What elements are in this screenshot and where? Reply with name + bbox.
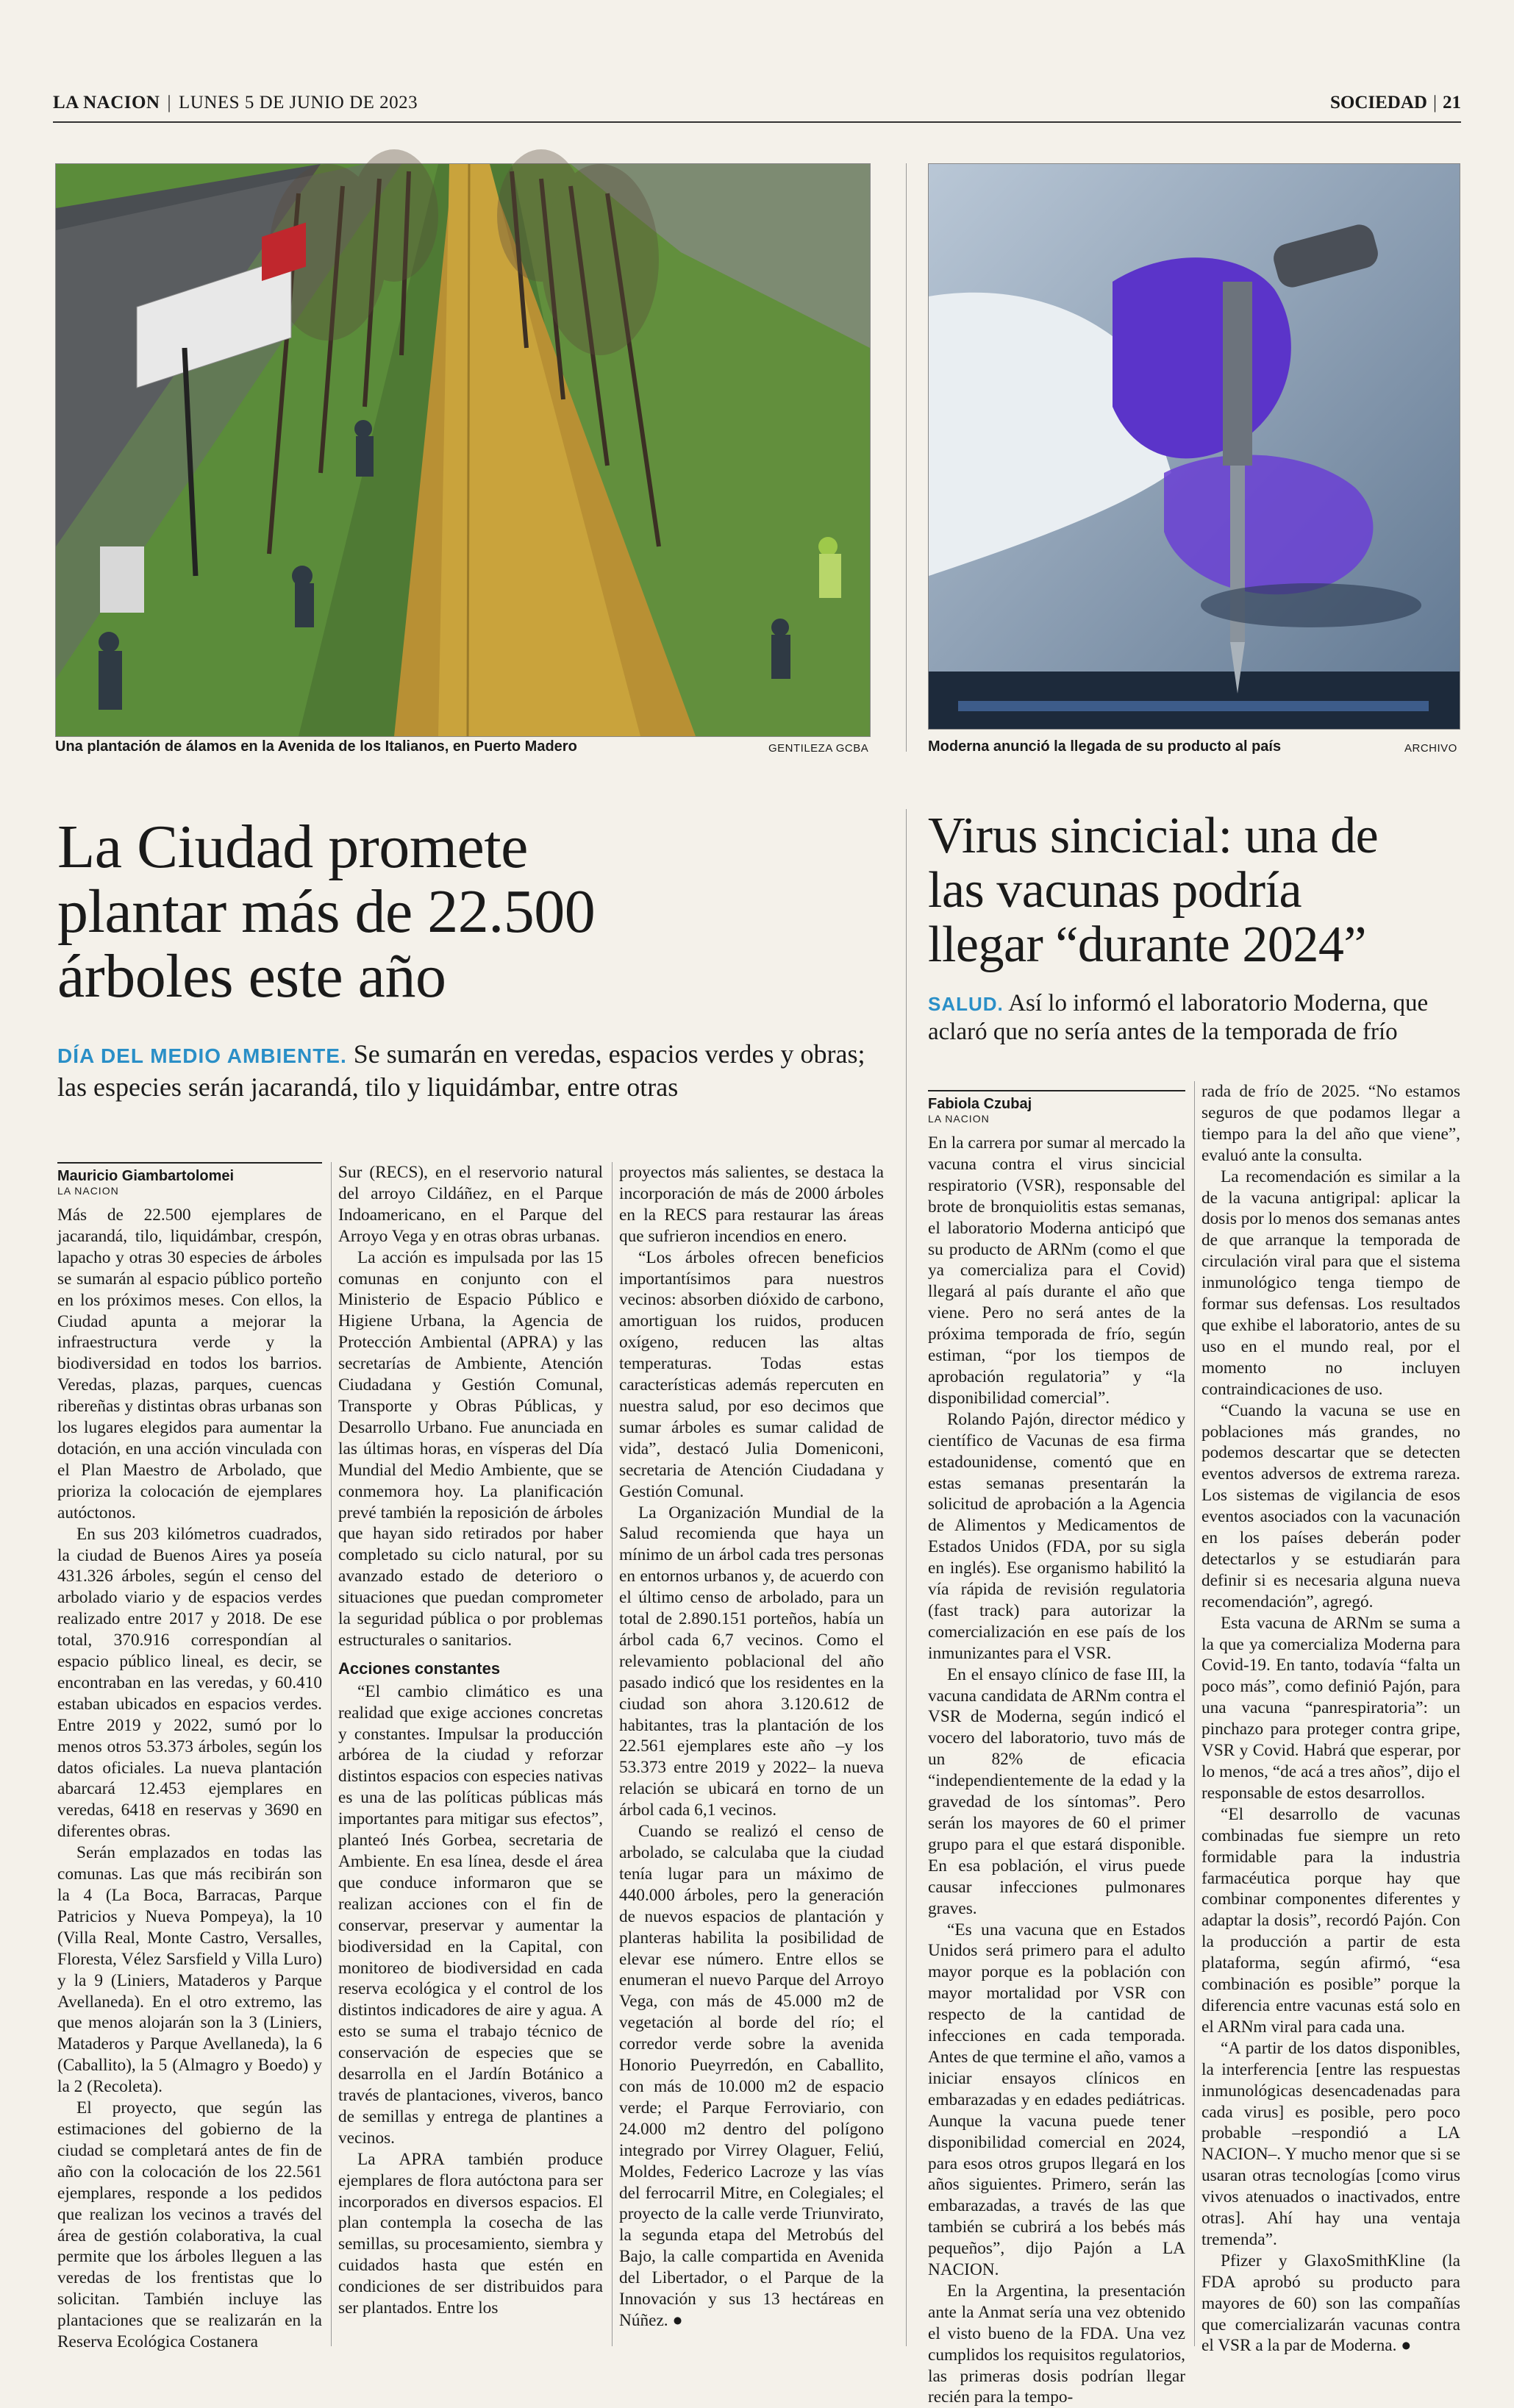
right-photo-credit: ARCHIVO bbox=[1404, 742, 1457, 755]
paragraph: “El desarrollo de vacunas combinadas fue siempre un reto formidable para la industria farmacéutica porque hay que combinar componentes diferentes y adaptar la dosis”, recordó Pajón. Con la producción a partir de esta plataforma, según afirmó, “esa combinación es posible” porque la diferencia entre vacunas está solo en el ARNm viral para cada una. bbox=[1201, 1804, 1460, 2037]
paragraph: Sur (RECS), en el reservorio natural del arroyo Cildáñez, en el Parque Indoamericano, en el Parque del Arroyo Vega y en otras obras urbanas. bbox=[338, 1163, 603, 1246]
tree-planting-photo bbox=[55, 163, 871, 737]
paragraph: La APRA también produce ejemplares de flora autóctona para ser incorporados en diversos espacios. El plan contempla la cosecha de las semillas, su procesamiento, siembra y cuidados hasta que estén en condiciones de ser distribuidos para ser plantados. Entre los bbox=[338, 2149, 603, 2318]
paragraph: La acción es impulsada por las 15 comunas en conjunto con el Ministerio de Espacio Público e Higiene Urbana, la Agencia de Protección Ambiental (APRA) y las secretarías de Ambiente, Atención Ciudadana y Gestión Comunal, Transporte y Obras Públicas, y Desarrollo Urbano. Fue anunciada en las últimas horas, en vísperas del Día Mundial del Medio Ambiente, que se conmemora hoy. La planificación prevé también la reposición de árboles que hayan sido retirados por haber completado su ciclo natural, por su avanzado estado de deterioro o situaciones que puedan comprometer la seguridad pública o por problemas estructurales o sanitarios. bbox=[338, 1247, 603, 1650]
left-story-column-2 bbox=[338, 1162, 603, 2354]
paragraph: En sus 203 kilómetros cuadrados, la ciudad de Buenos Aires ya poseía 431.326 árboles, según el censo del arbolado viario y de espacios verdes realizado entre 2017 y 2018. De ese total, 370.916 correspondían al espacio público lineal, es decir, se encontraban en las veredas, y 60.410 estaban ubicados en espacios verdes. Entre 2019 y 2022, sumó por lo menos otros 53.373 árboles, según los datos oficiales. La nueva plantación abarcará 12.453 ejemplares en veredas, 6418 en reservas y 3690 en diferentes obras. bbox=[57, 1524, 322, 1842]
right-kicker: SALUD. bbox=[928, 993, 1004, 1015]
section-name: SOCIEDAD bbox=[1330, 93, 1427, 113]
paragraph: rada de frío de 2025. “No estamos seguros de que podamos llegar a tiempo para la del año que viene”, evaluó ante la consulta. bbox=[1201, 1082, 1460, 1165]
paragraph: El proyecto, que según las estimaciones del gobierno de la ciudad se completará antes de fin de año con la colocación de los 22.561 ejemplares, responde a los pedidos que realizan los vecinos a través del área de gestión colaborativa, la cual permite que los árboles lleguen a las veredas de los frentistas que lo solicitan. También incluye las plantaciones que se realizarán en la Reserva Ecológica Costanera bbox=[57, 2098, 322, 2352]
paragraph: La recomendación es similar a la de la vacuna antigripal: aplicar la dosis por lo menos dos semanas antes de que arranque la temporada de circulación viral para que el sistema inmunológico tenga tiempo de formar sus defensas. Los resultados que exhibe el laboratorio, antes de su uso en el mundo real, por el momento no incluyen contraindicaciones de uso. bbox=[1201, 1166, 1461, 1399]
left-kicker: DÍA DEL MEDIO AMBIENTE. bbox=[57, 1044, 347, 1067]
paragraph: En la Argentina, la presentación ante la Anmat sería una vez obtenido el visto bueno de la FDA. Una vez cumplidos los requisitos regulatorios, las primeras dosis podrían llegar recién para la tempo- bbox=[928, 2281, 1185, 2407]
paragraph: “A partir de los datos disponibles, la interferencia [entre las respuestas inmunológicas desencadenadas para cada virus] es posible, pero poco probable –respondió a LA NACION–. Y mucho menor que si se usaran otras tecnologías [como virus vivos atenuados o inactivados, entre otras]. Ahí hay una ventaja tremenda”. bbox=[1201, 2038, 1460, 2249]
right-story-column-1 bbox=[928, 1133, 1185, 2407]
paragraph: “Es una vacuna que en Estados Unidos será primero para el adulto mayor porque es la población con mayor mortalidad por VSR con respecto de la cantidad de infecciones en cada temporada. Antes de que termine el año, vamos a iniciar ensayos clínicos en embarazadas y en edades pediátricas. Aunque la vacuna puede tener disponibilidad comercial en 2024, para esos otros grupos llegará en los años siguientes. Primero, serán las embarazadas, a través de las que también se cubrirá a los bebés más pequeños”, dijo Pajón a LA NACION. bbox=[928, 1920, 1185, 2280]
left-headline bbox=[57, 815, 896, 1009]
left-headline-line: La Ciudad promete bbox=[57, 813, 528, 881]
left-headline-line: plantar más de 22.500 bbox=[57, 877, 596, 946]
newspaper-name: LA NACION bbox=[53, 93, 160, 113]
right-byline bbox=[928, 1090, 1185, 1125]
paragraph: “Cuando la vacuna se use en poblaciones más grandes, no podemos descartar que se detecten eventos adversos de extrema rareza. Los sistemas de vigilancia de esos eventos asociados con la vacunación en los países deberán poder detectarlos y se estudiarán para definir si es necesaria alguna nueva recomendación”, agregó. bbox=[1201, 1400, 1460, 1611]
page-header-right bbox=[1330, 93, 1461, 113]
subhead: Acciones constantes bbox=[338, 1659, 501, 1678]
byline-rule bbox=[57, 1162, 322, 1164]
left-photo-caption: Una plantación de álamos en la Avenida de los Italianos, en Puerto Madero bbox=[55, 738, 577, 755]
header-rule bbox=[53, 121, 1461, 123]
paragraph: Esta vacuna de ARNm se suma a la que ya comercializa Moderna para Covid-19. En tanto, todavía “falta un poco más”, como definió Pajón, para una vacuna “panrespiratoria”: un pinchazo para proteger contra gripe, VSR y Covid. Habrá que esperar, por lo menos, “de acá a tres años”, dijo el responsable de estos desarrollos. bbox=[1201, 1613, 1460, 1803]
column-divider bbox=[331, 1162, 332, 2346]
right-photo-caption: Moderna anunció la llegada de su producto al país bbox=[928, 738, 1282, 755]
right-headline-line: las vacunas podría bbox=[928, 862, 1302, 919]
right-deck bbox=[928, 989, 1457, 1046]
page-number: 21 bbox=[1443, 93, 1461, 113]
left-author: Mauricio Giambartolomei bbox=[57, 1168, 235, 1184]
right-headline-line: llegar “durante 2024” bbox=[928, 916, 1366, 973]
column-divider bbox=[1194, 1081, 1195, 2346]
paragraph: Pfizer y GlaxoSmithKline (la FDA aprobó su producto para mayores de 60) son las compañías que comercializarán vacunas contra el VSR a la par de Moderna. ● bbox=[1201, 2251, 1460, 2356]
paragraph: Cuando se realizó el censo de arbolado, se calculaba que la ciudad tenía lugar para un máximo de 440.000 árboles, pero la generación de nuevos espacios de plantación y planteras habilita la posibilidad de elevar ese número. Entre ellos se enumeran el nuevo Parque del Arroyo Vega, con más de 45.000 m2 de vegetación al borde del río; el corredor verde sobre la avenida Honorio Pueyrredón, en Caballito, con más de 10.000 m2 de espacio verde; el Parque Ferroviario, con 24.000 m2 dentro del polígono integrado por Virrey Olaguer, Feliú, Moldes, Federico Lacroze y las vías del ferrocarril Mitre, en Colegiales; el proyecto de la calle verde Triunvirato, la segunda etapa del Metrobús del Bajo, la calle compartida en Avenida del Libertador, o el Parque de la Innovación y sus 13 hectáreas en Núñez. ● bbox=[619, 1822, 884, 2330]
left-author-org: LA NACION bbox=[57, 1185, 119, 1197]
column-divider bbox=[612, 1162, 613, 2346]
right-headline-line: Virus sincicial: una de bbox=[928, 808, 1379, 864]
byline-rule bbox=[928, 1090, 1185, 1091]
paragraph: Más de 22.500 ejemplares de jacarandá, tilo, liquidámbar, crespón, lapacho y otras 30 especies de árboles se sumarán al espacio público porteño en los próximos meses. Con ellos, la Ciudad apunta a mejorar la infraestructura verde y la biodiversidad en todos los barrios. Veredas, plazas, parques, cuencas ribereñas y distintas obras urbanas son los lugares elegidos para aumentar la dotación, en una acción vinculada con el Plan Maestro de Arbolado, que prioriza la colocación de ejemplares autóctonos. bbox=[57, 1205, 322, 1522]
left-headline-line: árboles este año bbox=[57, 942, 446, 1011]
vaccine-lab-photo bbox=[928, 163, 1460, 730]
column-divider bbox=[906, 163, 907, 752]
page-header-left bbox=[53, 93, 418, 113]
left-deck-text: Se sumarán en veredas, espacios verdes y obras; las especies serán jacarandá, tilo y liquidámbar, entre otras bbox=[57, 1039, 865, 1102]
paragraph: proyectos más salientes, se destaca la incorporación de más de 2000 árboles en la RECS para restaurar las áreas que sufrieron incendios en enero. bbox=[619, 1163, 884, 1246]
right-deck-text: Así lo informó el laboratorio Moderna, que aclaró que no sería antes de la temporada de frío bbox=[928, 990, 1429, 1045]
right-story-column-2 bbox=[1201, 1081, 1461, 2356]
left-byline bbox=[57, 1162, 322, 1197]
right-headline bbox=[928, 809, 1472, 972]
right-author: Fabiola Czubaj bbox=[928, 1096, 1032, 1112]
paragraph: Rolando Pajón, director médico y científico de Vacunas de esa firma estadounidense, comentó que en estas semanas presentarán la solicitud de aprobación a la Agencia de Alimentos y Medicamentos de Estados Unidos (FDA, por su sigla en inglés). Ese organismo habilitó la vía rápida de revisión regulatoria (fast track) para autorizar la comercialización en ese país de los inmunizantes para el VSR. bbox=[928, 1409, 1185, 1663]
right-author-org: LA NACION bbox=[928, 1113, 990, 1125]
left-deck bbox=[57, 1039, 881, 1103]
left-story-column-1 bbox=[57, 1205, 322, 2352]
vaccine-lab-illustration bbox=[929, 164, 1460, 729]
paragraph: “Los árboles ofrecen beneficios importantísimos para nuestros vecinos: absorben dióxido de carbono, amortiguan los ruidos, producen oxígeno, reducen las altas temperaturas. Todas estas características además repercuten en nuestra salud, por eso decimos que sumar árboles es sumar calidad de vida”, destacó Julia Domeniconi, secretaria de Atención Ciudadana y Gestión Comunal. bbox=[619, 1247, 884, 1501]
story-divider bbox=[906, 809, 907, 2346]
issue-date: LUNES 5 DE JUNIO DE 2023 bbox=[179, 93, 418, 113]
header-separator: | bbox=[167, 93, 172, 113]
paragraph: Serán emplazados en todas las comunas. Las que más recibirán son la 4 (La Boca, Barracas, Parque Patricios y Nueva Pompeya), la 10 (Villa Real, Monte Castro, Versalles, Floresta, Vélez Sarsfield y Villa Luro) y la 9 (Liniers, Mataderos y Parque Avellaneda). En el otro extremo, las que menos alojarán son la 3 (Liniers, Mataderos y Parque Avellaneda), la 6 (Caballito), la 5 (Almagro y Boedo) y la 2 (Recoleta). bbox=[57, 1843, 322, 2097]
tree-planting-illustration bbox=[56, 164, 870, 736]
left-story-column-3 bbox=[619, 1162, 884, 2354]
header-separator: | bbox=[1432, 93, 1437, 113]
paragraph: En el ensayo clínico de fase III, la vacuna candidata de ARNm contra el VSR de Moderna, según indicó el vocero del laboratorio, tuvo más de un 82% de eficacia “independientemente de la edad y la gravedad de los síntomas”. Pero serán los mayores de 60 el primer grupo para el que estará disponible. En esa población, el virus puede causar infecciones pulmonares graves. bbox=[928, 1664, 1185, 1918]
paragraph: En la carrera por sumar al mercado la vacuna contra el virus sincicial respiratorio (VSR), responsable del brote de bronquiolitis estas semanas, el laboratorio Moderna anticipó que su producto de ARNm (como el que ya comercializa para el Covid) llegará al país durante el año que viene. Pero no será antes de la próxima temporada de frío, según estiman, “por los tiempos de aprobación regulatoria” y “la disponibilidad comercial”. bbox=[928, 1133, 1185, 1408]
paragraph: La Organización Mundial de la Salud recomienda que haya un mínimo de un árbol cada tres personas en entornos urbanos y, de acuerdo con el último censo de arbolado, para un total de 2.890.151 porteños, había un árbol cada 6,7 vecinos. Como el relevamiento poblacional del año pasado indicó que los residentes en la ciudad son ahora 3.120.612 de habitantes, tras la plantación de los 22.561 ejemplares este año –y los 53.373 entre 2019 y 2022– la nueva relación se ubicará en torno de un árbol cada 6,1 vecinos. bbox=[619, 1503, 884, 1820]
left-photo-credit: GENTILEZA GCBA bbox=[768, 742, 869, 755]
paragraph: “El cambio climático es una realidad que exige acciones concretas y constantes. Impulsar la producción arbórea de la ciudad y reforzar distintos espacios con especies nativas es una de las políticas públicas más importantes para mitigar sus efectos”, planteó Inés Gorbea, secretaria de Ambiente. En esa línea, desde el área que conduce informaron que se realizan acciones con el fin de conservar, preservar y aumentar la biodiversidad en la Capital, con monitoreo de biodiversidad en cada reserva ecológica y el control de los distintos indicadores de aire y agua. A esto se suma el trabajo técnico de conservación de especies que se desarrolla en el Jardín Botánico a través de plantaciones, viveros, banco de semillas y entrega de plantines a vecinos. bbox=[338, 1681, 603, 2148]
